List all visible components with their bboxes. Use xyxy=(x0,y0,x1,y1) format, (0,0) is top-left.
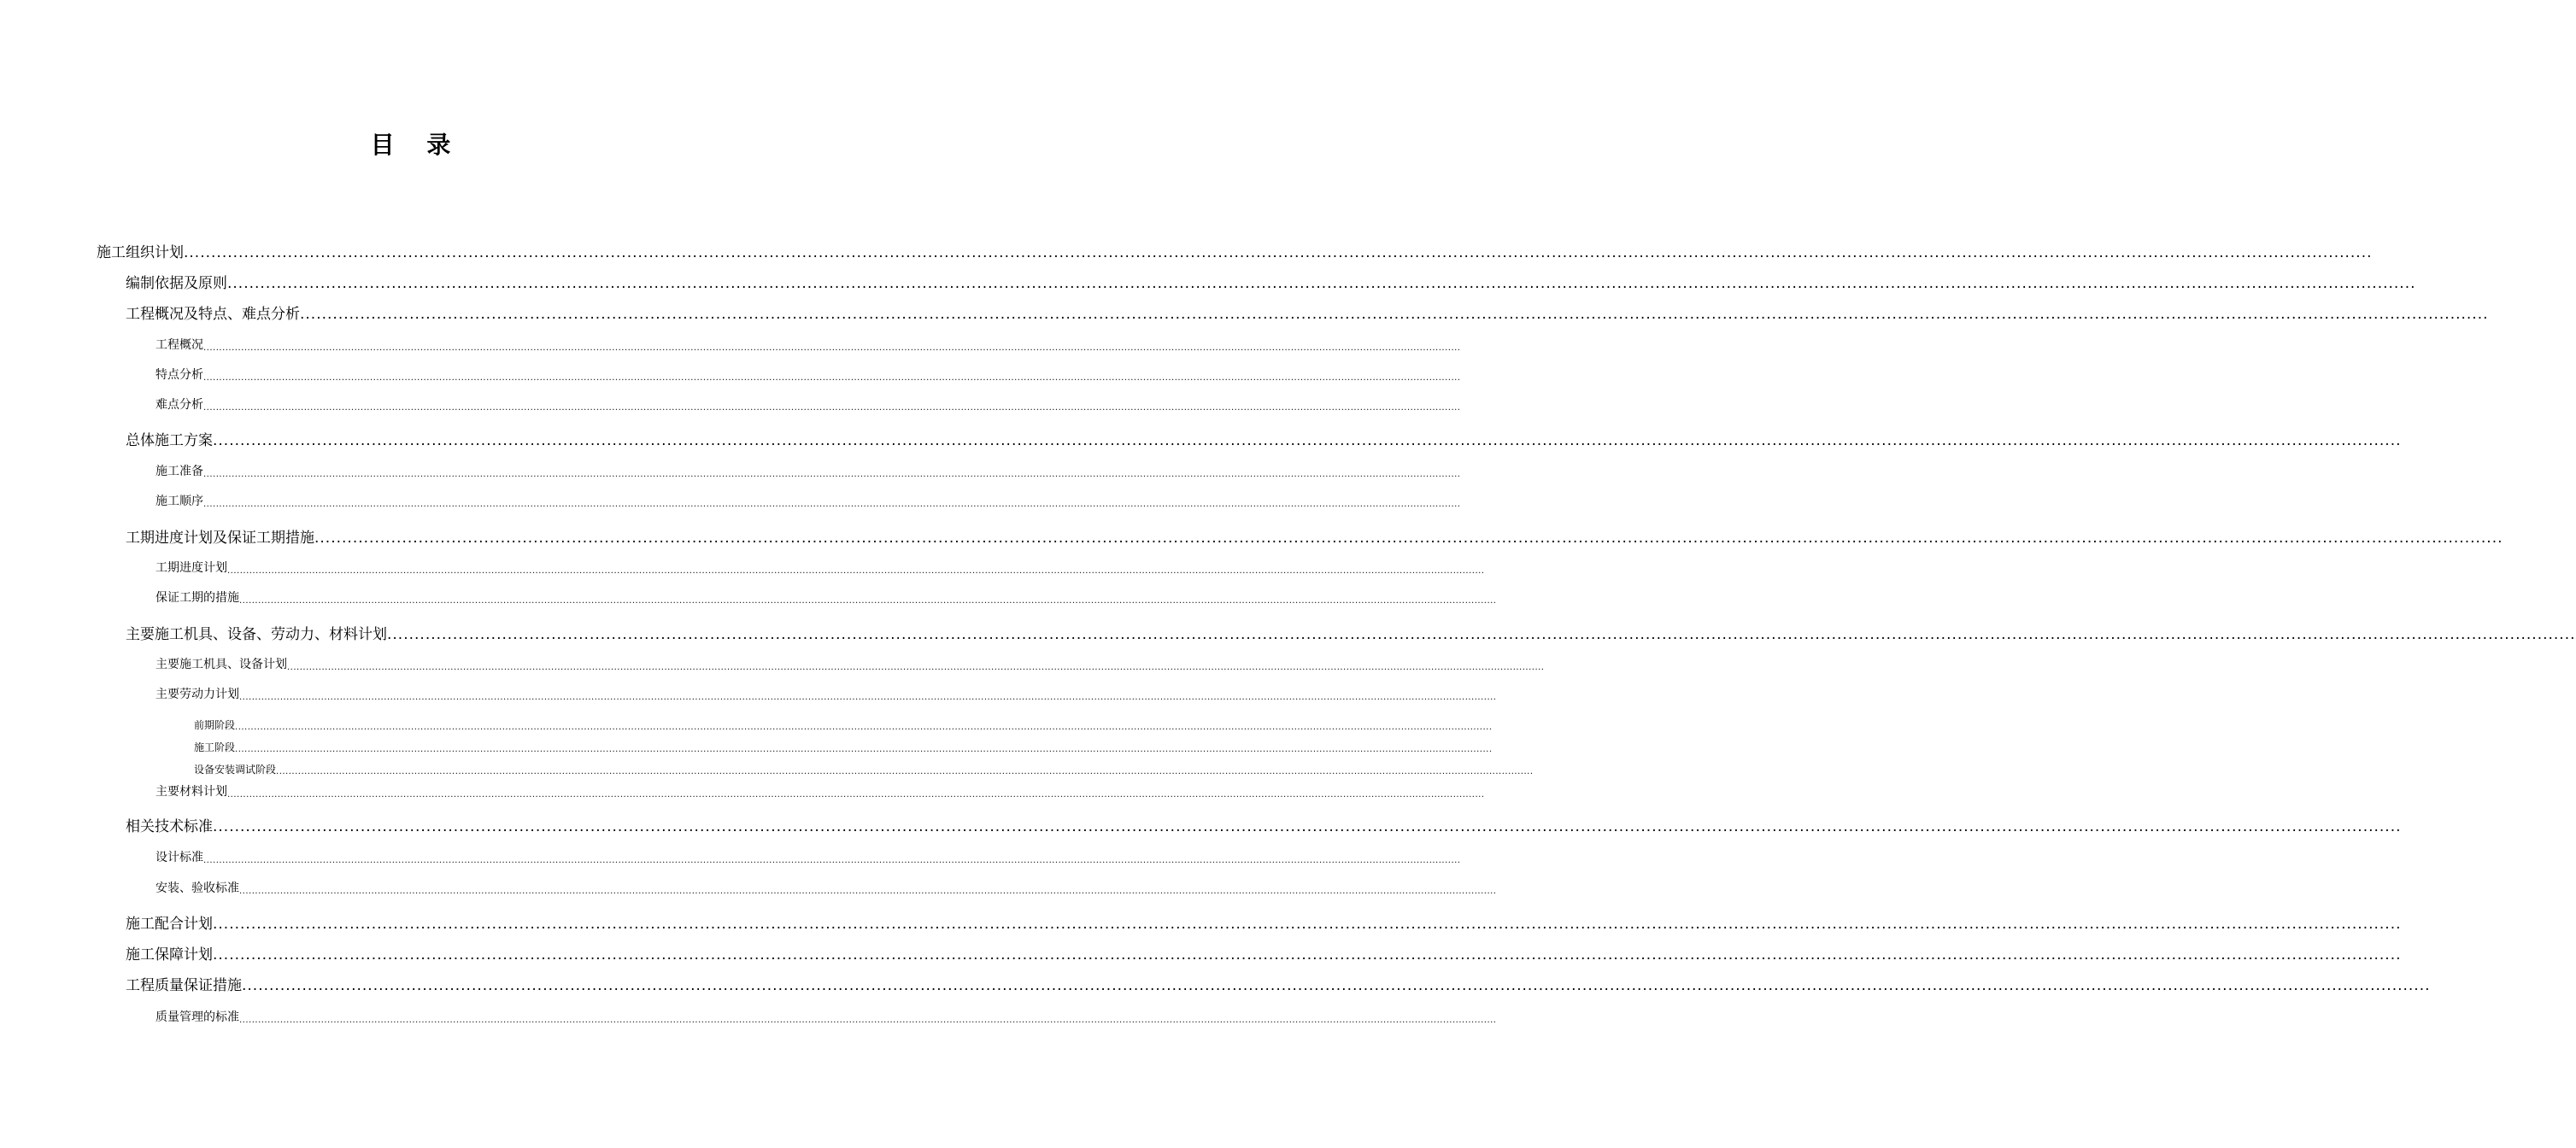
toc-entry-label: 前期阶段 xyxy=(194,719,236,731)
toc-entry[interactable] xyxy=(126,525,2503,547)
toc-entry-label: 特点分析 xyxy=(155,368,203,382)
toc-leader-dots: ................................................................................................................................................................................................................................................................................................................................................................................................................ xyxy=(276,767,1534,776)
toc-entry-label: 难点分析 xyxy=(155,398,203,412)
toc-entry[interactable] xyxy=(97,240,2373,261)
toc-entry[interactable] xyxy=(126,973,2431,994)
toc-leader-dots: ................................................................................................................................................................................................................................................................................................................................................................................................................ xyxy=(203,500,1461,509)
toc-entry[interactable] xyxy=(155,492,1461,509)
toc-leader-dots: ................................................................................................................................................................................................................................................................................................................................................................................................................ xyxy=(203,403,1461,413)
toc-entry[interactable] xyxy=(155,366,1461,383)
toc-entry-label: 主要劳动力计划 xyxy=(155,688,239,701)
toc-entry-label: 主要材料计划 xyxy=(155,785,227,799)
toc-entry[interactable] xyxy=(155,462,1461,479)
toc-entry-label: 总体施工方案 xyxy=(126,432,213,449)
toc-leader-dots: ................................................................................................................................................................................................................................................................................................................................................................................................................ xyxy=(203,343,1461,353)
toc-entry-label: 工期进度计划 xyxy=(155,561,227,575)
toc-entry[interactable] xyxy=(155,395,1461,413)
toc-leader-dots: ................................................................................................................................................................................................................................................................................................................................................................................................................ xyxy=(203,856,1461,865)
toc-entry-label: 主要施工机具、设备计划 xyxy=(155,658,287,671)
toc-leader-dots: ................................................................................................................................................................................................................................................................................................................................................................................................................ xyxy=(213,432,2402,449)
toc-entry-label: 施工顺序 xyxy=(155,495,203,508)
toc-entry-label: 安装、验收标准 xyxy=(155,882,239,895)
toc-leader-dots: ................................................................................................................................................................................................................................................................................................................................................................................................................ xyxy=(213,946,2402,964)
toc-leader-dots: ................................................................................................................................................................................................................................................................................................................................................................................................................ xyxy=(242,977,2431,994)
toc-entry[interactable] xyxy=(155,655,1545,672)
toc-leader-dots: ................................................................................................................................................................................................................................................................................................................................................................................................................ xyxy=(314,530,2503,547)
toc-entry-label: 主要施工机具、设备、劳动力、材料计划 xyxy=(126,626,387,643)
toc-leader-dots: ................................................................................................................................................................................................................................................................................................................................................................................................................ xyxy=(203,470,1461,479)
toc-entry[interactable] xyxy=(126,911,2402,933)
toc-entry[interactable] xyxy=(126,428,2402,449)
toc-leader-dots: ................................................................................................................................................................................................................................................................................................................................................................................................................ xyxy=(235,723,1493,732)
toc-entry-label: 工程概况 xyxy=(155,338,203,352)
toc-title: 目 录 xyxy=(370,131,463,159)
toc-entry-label: 相关技术标准 xyxy=(126,818,213,835)
toc-entry[interactable] xyxy=(126,942,2402,964)
toc-entry-label: 施工准备 xyxy=(155,465,203,478)
toc-entry[interactable] xyxy=(155,848,1461,865)
toc-entry-label: 设计标准 xyxy=(155,851,203,864)
toc-leader-dots: ................................................................................................................................................................................................................................................................................................................................................................................................................ xyxy=(227,566,1485,576)
toc-entry[interactable] xyxy=(155,559,1485,576)
toc-leader-dots: ................................................................................................................................................................................................................................................................................................................................................................................................................ xyxy=(227,790,1485,800)
toc-leader-dots: ................................................................................................................................................................................................................................................................................................................................................................................................................ xyxy=(203,373,1461,383)
toc-entry[interactable] xyxy=(155,879,1497,896)
toc-entry[interactable] xyxy=(126,271,2416,292)
toc-leader-dots: ................................................................................................................................................................................................................................................................................................................................................................................................................ xyxy=(213,916,2402,933)
toc-entry[interactable] xyxy=(155,782,1485,800)
toc-leader-dots: ................................................................................................................................................................................................................................................................................................................................................................................................................ xyxy=(239,596,1497,606)
toc-entry[interactable] xyxy=(126,622,2576,643)
toc-leader-dots: ................................................................................................................................................................................................................................................................................................................................................................................................................ xyxy=(387,626,2576,643)
toc-entry[interactable] xyxy=(155,1008,1497,1025)
toc-entry[interactable] xyxy=(155,336,1461,353)
toc-entry[interactable] xyxy=(126,814,2402,835)
toc-entry-label: 设备安装调试阶段 xyxy=(194,764,277,776)
toc-leader-dots: ................................................................................................................................................................................................................................................................................................................................................................................................................ xyxy=(239,693,1497,702)
toc-entry-label: 施工组织计划 xyxy=(97,244,184,261)
toc-entry[interactable] xyxy=(155,589,1497,606)
toc-entry[interactable] xyxy=(194,718,1493,732)
toc-leader-dots: ................................................................................................................................................................................................................................................................................................................................................................................................................ xyxy=(239,887,1497,896)
toc-leader-dots: ................................................................................................................................................................................................................................................................................................................................................................................................................ xyxy=(213,818,2402,835)
toc-entry-label: 施工配合计划 xyxy=(126,916,213,933)
toc-leader-dots: ................................................................................................................................................................................................................................................................................................................................................................................................................ xyxy=(235,745,1493,754)
toc-entry-label: 工程概况及特点、难点分析 xyxy=(126,306,300,323)
toc-entry-label: 工期进度计划及保证工期措施 xyxy=(126,530,314,547)
toc-leader-dots: ................................................................................................................................................................................................................................................................................................................................................................................................................ xyxy=(227,275,2416,292)
toc-leader-dots: ................................................................................................................................................................................................................................................................................................................................................................................................................ xyxy=(300,306,2489,323)
toc-leader-dots: ................................................................................................................................................................................................................................................................................................................................................................................................................ xyxy=(287,663,1545,672)
toc-entry-label: 质量管理的标准 xyxy=(155,1010,239,1024)
toc-entry-label: 工程质量保证措施 xyxy=(126,977,242,994)
toc-entry[interactable] xyxy=(194,740,1493,754)
toc-entry-label: 施工保障计划 xyxy=(126,946,213,964)
toc-leader-dots: ................................................................................................................................................................................................................................................................................................................................................................................................................ xyxy=(239,1016,1497,1025)
toc-entry[interactable] xyxy=(194,762,1534,776)
toc-entry[interactable] xyxy=(155,685,1497,702)
toc-entry-label: 保证工期的措施 xyxy=(155,591,239,605)
toc-entry-label: 施工阶段 xyxy=(194,741,236,753)
toc-entry[interactable] xyxy=(126,302,2489,323)
toc-entry-label: 编制依据及原则 xyxy=(126,275,227,292)
toc-leader-dots: ................................................................................................................................................................................................................................................................................................................................................................................................................ xyxy=(184,244,2373,261)
